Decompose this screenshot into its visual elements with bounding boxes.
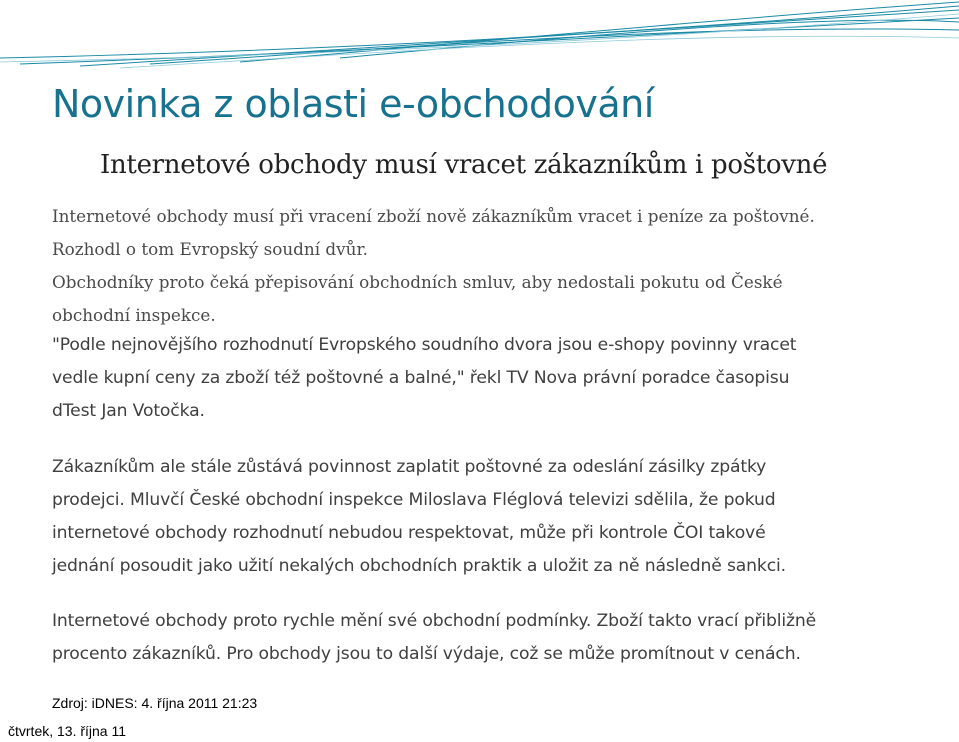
lead-line: Rozhodl o tom Evropský soudní dvůr.: [52, 239, 368, 259]
inspection-line: internetové obchody rozhodnutí nebudou respektovat, může při kontrole ČOI takové: [52, 523, 766, 543]
inspection-paragraph: [52, 451, 932, 583]
inspection-line: Zákazníkům ale stále zůstává povinnost zaplatit poštovné za odeslání zásilky zpátky: [52, 457, 767, 477]
inspection-line: jednání posoudit jako užití nekalých obchodních praktik a uložit za ně následně sankci.: [52, 556, 786, 576]
article-headline: Internetové obchody musí vracet zákazníkům i poštovné: [100, 150, 828, 180]
quote-paragraph: [52, 329, 932, 428]
lead-line: obchodní inspekce.: [52, 305, 216, 325]
quote-line: "Podle nejnovějšího rozhodnutí Evropského soudního dvora jsou e-shopy povinny vracet: [52, 335, 797, 355]
closing-line: procento zákazníků. Pro obchody jsou to další výdaje, což se může promítnout v cenách.: [52, 644, 801, 664]
lead-line: Obchodníky proto čeká přepisování obchodních smluv, aby nedostali pokutu od České: [52, 272, 783, 292]
quote-line: dTest Jan Votočka.: [52, 401, 205, 421]
article-lead: [52, 200, 932, 332]
quote-line: vedle kupní ceny za zboží též poštovné a balné," řekl TV Nova právní poradce časopisu: [52, 368, 790, 388]
slide-title: Novinka z oblasti e-obchodování: [52, 82, 654, 126]
closing-line: Internetové obchody proto rychle mění své obchodní podmínky. Zboží takto vrací přibližně: [52, 611, 817, 631]
source-note: Zdroj: iDNES: 4. října 2011 21:23: [52, 695, 258, 711]
slide-date: čtvrtek, 13. října 11: [8, 723, 127, 739]
inspection-line: prodejci. Mluvčí České obchodní inspekce Miloslava Fléglová televizi sdělila, že pokud: [52, 490, 776, 510]
closing-paragraph: [52, 605, 932, 671]
lead-line: Internetové obchody musí při vracení zboží nově zákazníkům vracet i peníze za poštovné.: [52, 206, 815, 226]
